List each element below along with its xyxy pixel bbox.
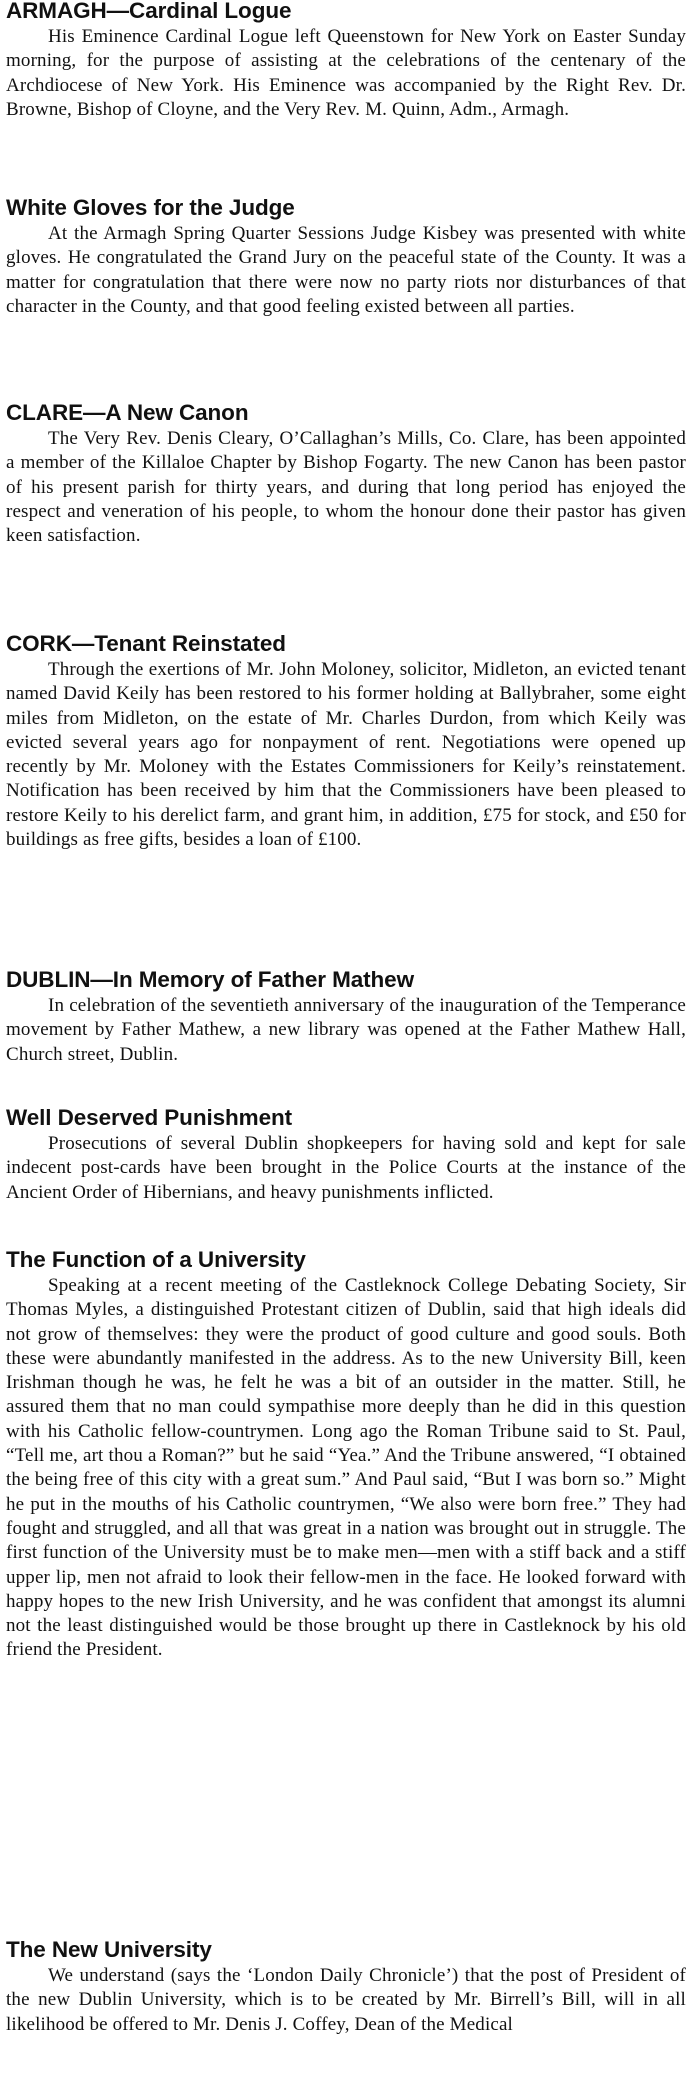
article-headline: White Gloves for the Judge	[6, 195, 295, 220]
article-headline: CORK—Tenant Reinstated	[6, 631, 286, 656]
article-function-of-university	[6, 1245, 686, 1665]
article-headline: ARMAGH—Cardinal Logue	[6, 0, 292, 23]
article-headline: The Function of a University	[6, 1247, 306, 1272]
article-cork	[6, 629, 686, 854]
article-body: His Eminence Cardinal Logue left Queenstown for New York on Easter Sunday morning, for the purpose of assisting at the celebrations of the centenary of the Archdiocese of New York. His Eminence was accompanied by the Right Rev. Dr. Browne, Bishop of Cloyne, and the Very Rev. M. Quinn, Adm., Armagh.	[6, 26, 686, 120]
article-new-university	[6, 1935, 686, 2039]
article-well-deserved-punishment	[6, 1103, 686, 1207]
article-white-gloves	[6, 193, 686, 321]
article-headline: Well Deserved Punishment	[6, 1105, 293, 1130]
article-body: Prosecutions of several Dublin shopkeepers for having sold and kept for sale indecent post-cards have been brought in the Police Courts at the instance of the Ancient Order of Hibernians, and heavy punishments inflicted.	[6, 1133, 686, 1203]
article-body: Speaking at a recent meeting of the Castleknock College Debating Society, Sir Thomas Myles, a distinguished Protestant citizen of Dublin, said that high ideals did not grow of themselves: they were the product of good culture and good souls. Both these were abundantly manifested in the address. As to the new University Bill, keen Irishman though he was, he felt he was a bit of an outsider in the matter. Still, he assured them that no man could sympathise more deeply than he did in this question with his Catholic fellow-countrymen. Long ago the Roman Tribune said to St. Paul, “Tell me, art thou a Roman?” but he said “Yea.” And the Tribune answered, “I obtained the being free of this city with a great sum.” And Paul said, “But I was born so.” Might he put in the mouths of his Catholic countrymen, “We also were born free.” They had fought and struggled, and all that was great in a nation was brought out in struggle. The first function of the University must be to make men—men with a stiff back and a stiff upper lip, men not afraid to look their fellow-men in the face. He looked forward with happy hopes to the new Irish University, and he was confident that amongst its alumni not the least distinguished would be those brought up there in Castleknock by his old friend the President.	[6, 1275, 686, 1661]
article-body: We understand (says the ‘London Daily Chronicle’) that the post of President of the new Dublin University, which is to be created by Mr. Birrell’s Bill, will in all likelihood be offered to Mr. Denis J. Coffey, Dean of the Medical	[6, 1965, 686, 2035]
article-headline: CLARE—A New Canon	[6, 400, 249, 425]
article-headline: DUBLIN—In Memory of Father Mathew	[6, 967, 414, 992]
article-body: Through the exertions of Mr. John Moloney, solicitor, Midleton, an evicted tenant named David Keily has been restored to his former holding at Ballybraher, some eight miles from Midleton, on the estate of Mr. Charles Durdon, from which Keily was evicted several years ago for nonpayment of rent. Negotiations were opened up recently by Mr. Moloney with the Estates Commissioners for Keily’s reinstatement. Notification has been received by him that the Commissioners have been pleased to restore Keily to his derelict farm, and grant him, in addition, £75 for stock, and £50 for buildings as free gifts, besides a loan of £100.	[6, 659, 686, 851]
article-clare	[6, 398, 686, 550]
article-armagh	[6, 0, 686, 124]
article-dublin-father-mathew	[6, 965, 686, 1069]
article-body: The Very Rev. Denis Cleary, O’Callaghan’s Mills, Co. Clare, has been appointed a member of the Killaloe Chapter by Bishop Fogarty. The new Canon has been pastor of his present parish for thirty years, and during that long period has enjoyed the respect and veneration of his people, to whom the honour done their pastor has given keen satisfaction.	[6, 428, 686, 547]
article-body: At the Armagh Spring Quarter Sessions Judge Kisbey was presented with white gloves. He congratulated the Grand Jury on the peaceful state of the County. It was a matter for congratulation that there were now no party riots nor disturbances of that character in the County, and that good feeling existed between all parties.	[6, 223, 686, 317]
article-body: In celebration of the seventieth anniversary of the inauguration of the Temperance movement by Father Mathew, a new library was opened at the Father Mathew Hall, Church street, Dublin.	[6, 995, 686, 1065]
article-headline: The New University	[6, 1937, 212, 1962]
